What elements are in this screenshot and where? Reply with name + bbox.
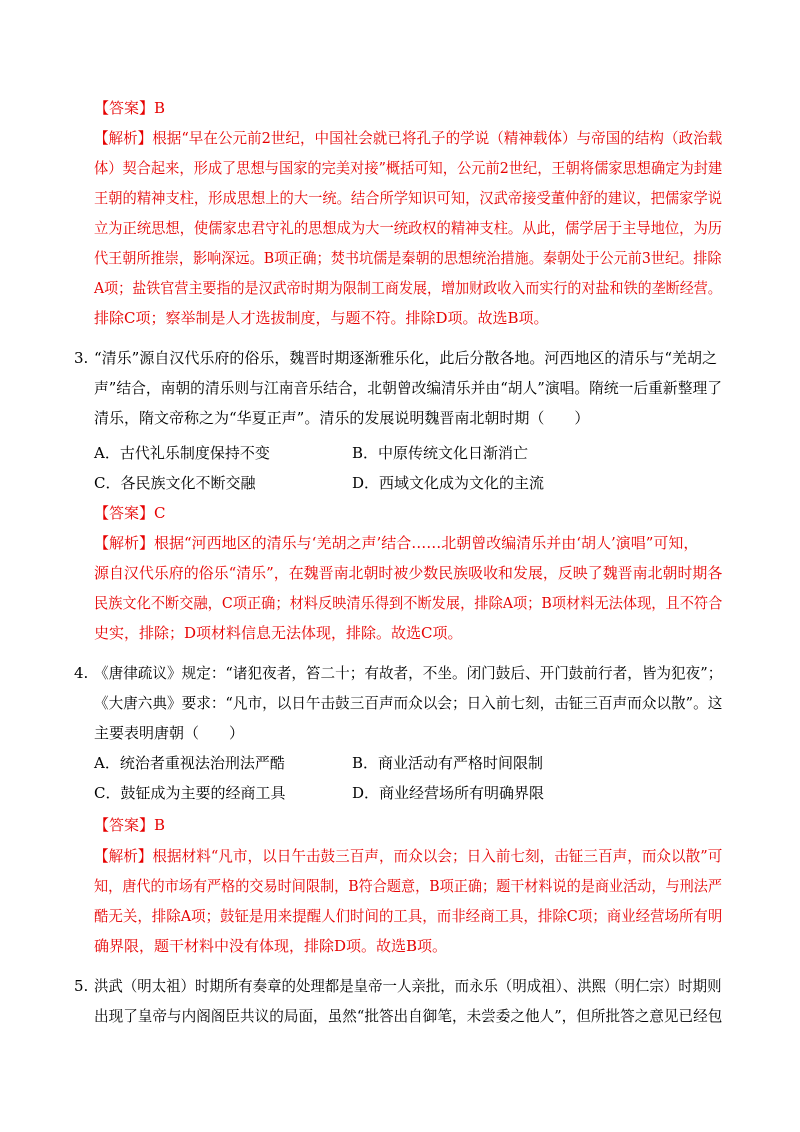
option-a: A．统治者重视法治刑法严酷 xyxy=(94,754,285,772)
question-number: 4. xyxy=(74,664,89,682)
option-d: D．商业经营场所有明确界限 xyxy=(352,784,545,802)
question-number: 5. xyxy=(74,977,89,995)
question-text: 声”结合，南朝的清乐则与江南音乐结合，北朝曾改编清乐并由“胡人”演唱。隋统一后重新整理了 xyxy=(94,379,722,397)
question-text: 出现了皇帝与内阁阁臣共议的局面，虽然“批答出自御笔，未尝委之他人”，但所批答之意见已经包 xyxy=(94,1007,723,1025)
option-b: B．商业活动有严格时间限制 xyxy=(352,754,544,772)
question-text: “清乐”源自汉代乐府的俗乐，魏晋时期逐渐雅乐化，此后分散各地。河西地区的清乐与“羌胡之 xyxy=(94,349,718,367)
analysis-text: 知，唐代的市场有严格的交易时间限制，B符合题意，B项正确；题干材料说的是商业活动，与刑法严 xyxy=(94,877,723,895)
analysis-text: 【解析】根据“早在公元前2世纪，中国社会就已将孔子的学说（精神载体）与帝国的结构（政治载 xyxy=(94,129,723,147)
analysis-text: 酷无关，排除A项；鼓钲是用来提醒人们时间的工具，而非经商工具，排除C项；商业经营场所有明 xyxy=(94,907,723,925)
option-c: C．各民族文化不断交融 xyxy=(94,474,256,492)
option-a: A．古代礼乐制度保持不变 xyxy=(94,444,270,462)
analysis-text: 源自汉代乐府的俗乐“清乐”，在魏晋南北朝时被少数民族吸收和发展，反映了魏晋南北朝时期各 xyxy=(94,564,723,582)
answer-label: 【答案】C xyxy=(94,504,166,522)
question-text: 清乐，隋文帝称之为“华夏正声”。清乐的发展说明魏晋南北朝时期（ ） xyxy=(94,409,590,427)
question-text: 主要表明唐朝（ ） xyxy=(94,724,245,742)
analysis-text: 立为正统思想，使儒家忠君守礼的思想成为大一统政权的精神支柱。从此，儒学居于主导地位，为历 xyxy=(94,219,723,237)
question-text: 《唐律疏议》规定：“诸犯夜者，笞二十；有故者，不坐。闭门鼓后、开门鼓前行者，皆为犯夜”； xyxy=(94,664,723,682)
answer-label: 【答案】B xyxy=(94,99,166,117)
analysis-text: 确界限，题干材料中没有体现，排除D项。故选B项。 xyxy=(94,937,448,955)
answer-label: 【答案】B xyxy=(94,816,166,834)
analysis-text: 体）契合起来，形成了思想与国家的完美对接”概括可知，公元前2世纪，王朝将儒家思想确定为封建 xyxy=(94,159,723,177)
analysis-text: 史实，排除；D项材料信息无法体现，排除。故选C项。 xyxy=(94,624,463,642)
analysis-text: 王朝的精神支柱，形成思想上的大一统。结合所学知识可知，汉武帝接受董仲舒的建议，把儒家学说 xyxy=(94,189,723,207)
analysis-text: A项；盐铁官营主要指的是汉武帝时期为限制工商发展，增加财政收入而实行的对盐和铁的垄断经营。 xyxy=(94,279,722,297)
question-number: 3. xyxy=(74,349,89,367)
option-b: B．中原传统文化日渐消亡 xyxy=(352,444,529,462)
option-c: C．鼓钲成为主要的经商工具 xyxy=(94,784,286,802)
question-text: 《大唐六典》要求：“凡市，以日午击鼓三百声而众以会；日入前七刻，击钲三百声而众以散”。这 xyxy=(94,694,723,712)
question-text: 洪武（明太祖）时期所有奏章的处理都是皇帝一人亲批，而永乐（明成祖）、洪熙（明仁宗）时期则 xyxy=(94,977,722,995)
analysis-text: 排除C项；察举制是人才选拔制度，与题不符。排除D项。故选B项。 xyxy=(94,309,549,327)
analysis-text: 【解析】根据“河西地区的清乐与‘羌胡之声’结合……北朝曾改编清乐并由‘胡人’演唱”可知， xyxy=(94,534,699,552)
analysis-text: 民族文化不断交融，C项正确；材料反映清乐得到不断发展，排除A项；B项材料无法体现，且不符合 xyxy=(94,594,723,612)
analysis-text: 【解析】根据材料“凡市，以日午击鼓三百声，而众以会；日入前七刻，击钲三百声，而众以散”可 xyxy=(94,847,723,865)
analysis-text: 代王朝所推崇，影响深远。B项正确；焚书坑儒是秦朝的思想统治措施。秦朝处于公元前3世纪。排除 xyxy=(94,249,722,267)
option-d: D．西域文化成为文化的主流 xyxy=(352,474,545,492)
